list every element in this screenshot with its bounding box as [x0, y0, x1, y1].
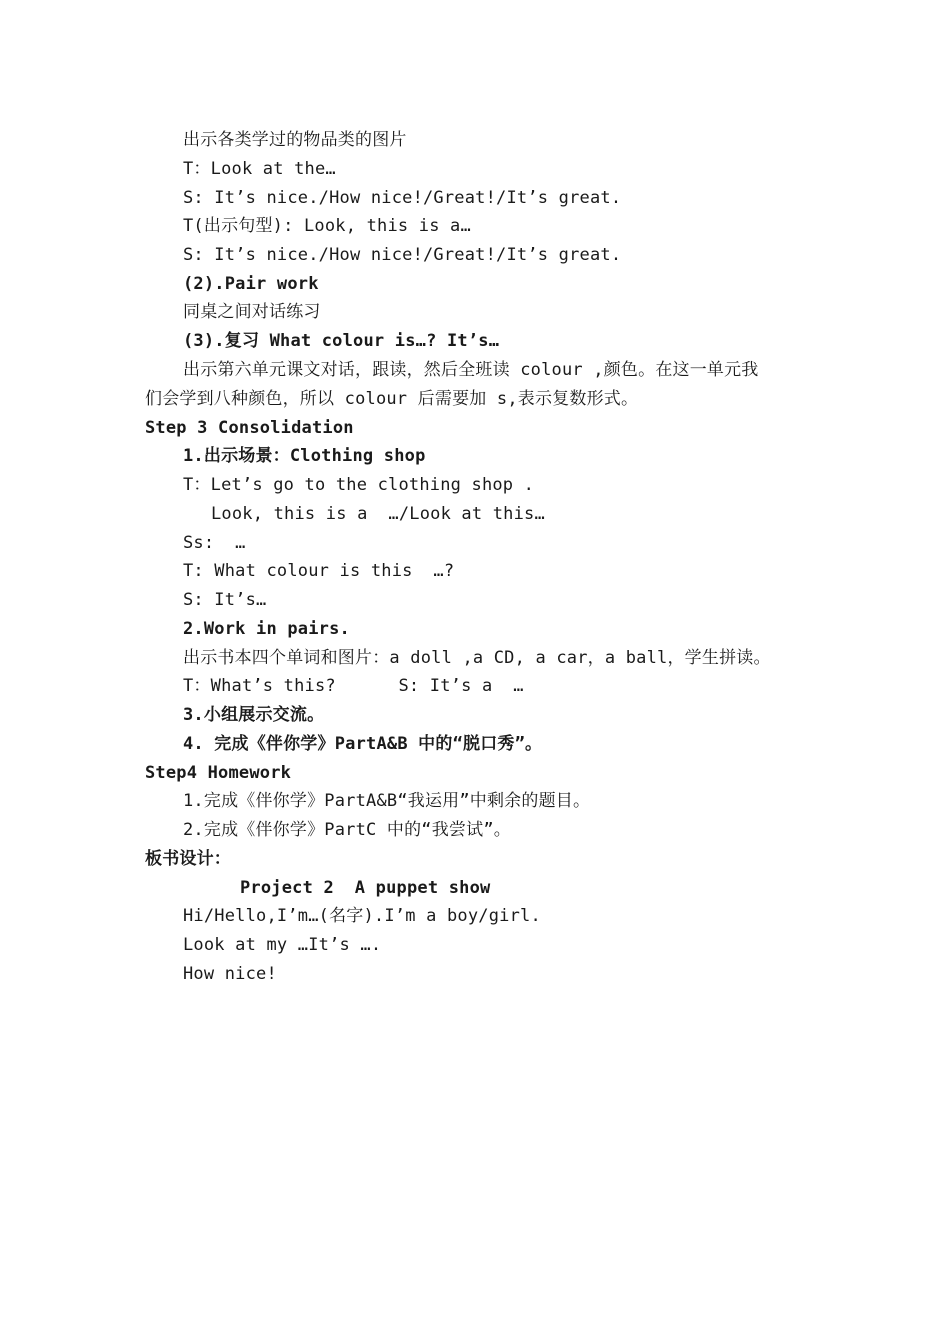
text-line-pair-dialogue: 同桌之间对话练习: [183, 302, 321, 322]
board-title: Project 2 A puppet show: [240, 878, 491, 898]
text-line-show-pictures: 出示各类学过的物品类的图片: [183, 130, 407, 150]
heading-clothing-shop: 1.出示场景：Clothing shop: [183, 446, 426, 466]
text-line-lets-go: T：Let’s go to the clothing shop .: [183, 475, 535, 495]
text-line-look-this: Look, this is a …/Look at this…: [211, 504, 545, 524]
text-line-student-nice: S: It’s nice./How nice!/Great!/It’s great.: [183, 188, 622, 208]
text-line-student-nice-2: S: It’s nice./How nice!/Great!/It’s great.: [183, 245, 622, 265]
text-line-eight-colours: 们会学到八种颜色，所以 colour 后需要加 s,表示复数形式。: [145, 389, 639, 409]
text-line-its: S: It’s…: [183, 590, 267, 610]
text-line-what-colour: T: What colour is this …?: [183, 561, 455, 581]
heading-talk-show: 4. 完成《伴你学》PartA&B 中的“脱口秀”。: [183, 734, 543, 754]
heading-board-design: 板书设计：: [145, 849, 231, 869]
text-line-unit-six: 出示第六单元课文对话，跟读，然后全班读 colour ,颜色。在这一单元我: [183, 360, 759, 380]
text-line-homework-2: 2.完成《伴你学》PartC 中的“我尝试”。: [183, 820, 511, 840]
board-line-hello: Hi/Hello,I’m…(名字).I’m a boy/girl.: [183, 906, 541, 926]
board-line-look-at-my: Look at my …It’s ….: [183, 935, 382, 955]
text-line-teacher-pattern: T(出示句型): Look, this is a…: [183, 216, 471, 236]
text-line-homework-1: 1.完成《伴你学》PartA&B“我运用”中剩余的题目。: [183, 791, 591, 811]
text-line-ss: Ss: …: [183, 533, 246, 553]
text-line-teacher-look: T：Look at the…: [183, 159, 336, 179]
text-line-whats-this: T：What’s this? S: It’s a …: [183, 676, 524, 696]
heading-work-in-pairs: 2.Work in pairs.: [183, 619, 350, 639]
heading-group-show: 3.小组展示交流。: [183, 705, 325, 725]
heading-review-colour: (3).复习 What colour is…? It’s…: [183, 331, 500, 351]
board-line-how-nice: How nice!: [183, 964, 277, 984]
text-line-four-words: 出示书本四个单词和图片：a doll ,a CD, a car，a ball，学生拼读。: [183, 648, 771, 668]
heading-step-3: Step 3 Consolidation: [145, 418, 354, 438]
heading-step-4: Step4 Homework: [145, 763, 292, 783]
heading-pair-work: (2).Pair work: [183, 274, 319, 294]
